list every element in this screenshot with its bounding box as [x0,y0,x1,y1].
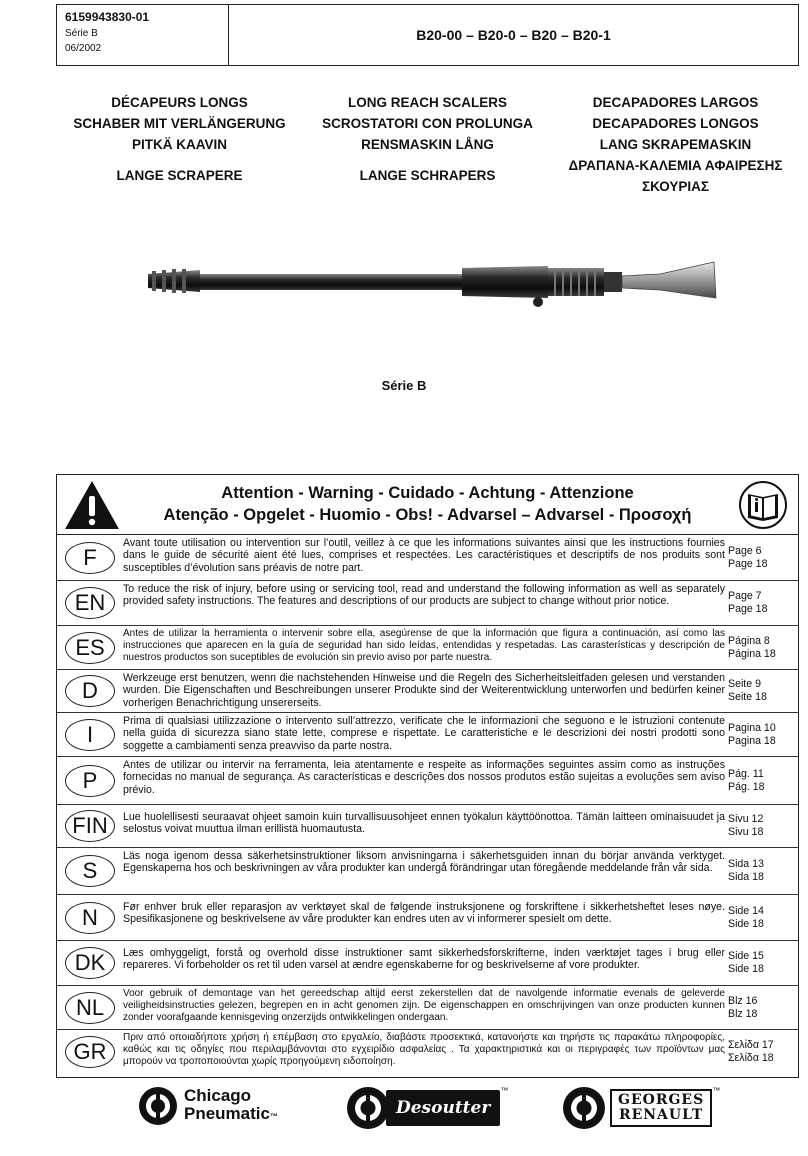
series-label: Série B [65,28,98,39]
language-row-en [57,581,798,626]
language-badge: ES [65,632,115,664]
language-badge: P [65,765,115,797]
page-ref-1: Pág. 11 [728,767,764,780]
language-row-d [57,670,798,713]
desoutter-text: Desoutter [386,1090,500,1126]
chicago-text: Chicago [184,1085,252,1105]
language-badge: F [65,542,115,574]
tool-coupling [548,268,622,296]
page-ref-2: Página 18 [728,647,776,660]
language-badge: NL [65,992,115,1024]
page-reference [728,905,790,931]
language-badge: DK [65,947,115,979]
language-row-n [57,895,798,941]
warning-box [56,474,799,1078]
page-reference [728,768,790,794]
renault-text: RENAULT [618,1107,704,1123]
tool-barrel [200,274,462,290]
title-gr-cont: ΣΚΟΥΡΙΑΣ [642,179,709,194]
header-left-cell [57,5,229,65]
language-row-f [57,535,798,581]
language-text: Avant toute utilisation ou intervention sur l’outil, veillez à ce que les informations suivantes ainsi que les instructions fournies dans le guide de sécurité aient été lues, comprises et respectées. Les caractéristiques et descriptifs de nos produits sont susceptibles d’évolution sans préavis de notre part. [123,537,725,574]
page-reference [728,545,790,571]
language-text: Antes de utilizar ou intervir na ferramenta, leia atentamente e respeite as informações seguintes assim como as instruções fornecidas no manual de segurança. As características e descrições dos nossos produtos estão sujeitas a evoluções sem aviso prévio. [123,759,725,796]
georges-text: GEORGES [618,1092,705,1108]
title-column-1 [56,92,303,186]
title-es: DECAPADORES LARGOS [592,95,759,110]
page-reference [728,722,790,748]
page-ref-2: Sida 18 [728,871,764,883]
warning-title-line1: Attention - Warning - Cuidado - Achtung - Attenzione [221,484,634,502]
document-header [56,4,799,66]
document-number: 6159943830-01 [65,10,150,24]
scaler-tool-illustration [140,250,720,322]
page-ref-1: Sivu 12 [728,813,764,825]
page-ref-1: Σελίδα 17 [728,1039,774,1051]
title-no: LANG SKRAPEMASKIN [599,137,752,152]
title-it: SCROSTATORI CON PROLUNGA [322,116,533,131]
georges-renault-text-box [610,1089,712,1127]
language-row-gr [57,1030,798,1074]
warning-triangle-icon [63,479,121,531]
pneumatic-text: Pneumatic [184,1103,270,1123]
page-ref-2: Side 18 [728,963,764,975]
page-reference [728,1039,790,1065]
title-de: SCHABER MIT VERLÄNGERUNG [73,116,286,131]
page-reference [728,950,790,976]
title-se: RENSMASKIN LÅNG [361,137,494,152]
language-row-i [57,713,798,757]
cp-emblem-icon [138,1086,178,1126]
language-text: Voor gebruik of demontage van het gereedschap altijd eerst zekerstellen dat de navolgende informatie evenals de geleverde veiligheidsinstructies gelezen, begrepen en in acht genomen zijn. De eigenschappen en omschrijvingen van onze producten kunnen zonder voorafgaande kennisgeving onzerzijds ontwikkelingen ondergaan. [123,988,725,1023]
language-text: Læs omhyggeligt, forstå og overhold disse instruktioner samt sikkerhedsforskrifterne, inden værktøjet tages i brug eller repareres. Vi forbeholder os ret til uden varsel at ændre egenskaberne for og beskrivelserne af vore produkter. [123,947,725,972]
language-badge: S [65,855,115,887]
language-badge: EN [65,587,115,619]
language-text: To reduce the risk of injury, before using or servicing tool, read and understand the following information as well as separately provided safety instructions. The features and descriptions of our products are subject to change without prior notice. [123,583,725,608]
title-nl: LANGE SCHRAPERS [359,168,496,183]
language-text: Πριν από οποιαδήποτε χρήση ή επέμβαση στο εργαλείο, διαβάστε προσεκτικά, κατανοήστε και τηρήστε τις παρακάτω πληροφορίες, καθώς και τις οδηγίες που περιλαμβάνονται στο εγχειρίδιο ασφαλείας . Τα χαρακτηριστικά και οι περιγραφές των προϊόντων μας μπορούν να τροποποιούνται χωρίς προηγούμενη ειδοποίηση. [123,1032,725,1067]
language-row-es [57,626,798,670]
trademark-symbol: ™ [500,1086,509,1095]
language-row-s [57,848,798,895]
title-gr: ΔΡΑΠΑΝΑ-ΚΑΛΕΜΙΑ ΑΦΑΙΡΕΣΗΣ [568,158,783,173]
language-text: Prima di qualsiasi utilizzazione o intervento sull’attrezzo, verificate che le informazioni che seguono e le istruzioni contenute nella guida di sicurezza siano state lette, comprese e rispettate. Le caratteristiche e le descrizioni dei nostri prodotti sono soggette a cambiamenti senza preavviso da parte nostra. [123,715,725,752]
title-column-3 [552,92,799,197]
language-row-fin [57,805,798,848]
georges-renault-logo [562,1086,720,1130]
page-reference [728,995,790,1021]
brand-logos [0,1082,808,1138]
warning-title-line2: Atenção - Opgelet - Huomio - Obs! - Advarsel – Advarsel - Προσοχή [163,506,692,524]
page-ref-1: Blz 16 [728,994,758,1007]
page-ref-1: Pagina 10 [728,721,776,734]
title-column-2 [304,92,551,186]
tool-chisel-blade [622,262,716,298]
language-row-nl [57,986,798,1030]
language-text: Werkzeuge erst benutzen, wenn die nachstehenden Hinweise und die Regeln des Sicherheitsleitfaden gelesen und verstanden wurden. Die Eigenschaften und Beschreibungen unserer Produkte sind der Weiterentwicklung unterworfen und bedürfen keiner vorherigen Benachrichtigung unsererseits. [123,672,725,709]
page-ref-2: Pagina 18 [728,734,776,747]
page-ref-1: Página 8 [728,634,770,647]
document-date: 06/2002 [65,43,102,54]
language-badge: I [65,719,115,751]
tool-ribbed-handle [148,269,200,293]
page-ref-1: Page 7 [728,590,762,602]
language-badge: N [65,902,115,934]
page-ref-2: Pág. 18 [728,780,765,793]
page-reference [728,678,790,704]
trademark-symbol: ™ [712,1086,721,1095]
title-fi: PITKÄ KAAVIN [131,137,227,152]
language-badge: D [65,675,115,707]
page-ref-1: Side 14 [728,904,764,917]
title-pt: DECAPADORES LONGOS [592,116,759,131]
page-ref-2: Σελίδα 18 [728,1052,774,1064]
page-ref-2: Seite 18 [728,691,767,703]
page-ref-2: Page 18 [728,603,768,615]
language-badge: FIN [65,810,115,842]
title-en: LONG REACH SCALERS [347,95,507,110]
trademark-symbol: ™ [269,1111,278,1121]
tool-housing [462,266,548,298]
model-list: B20-00 – B20-0 – B20 – B20-1 [416,27,611,43]
page-reference [728,590,790,616]
page-reference [728,858,790,884]
page-reference [728,635,790,661]
page-ref-1: Sida 13 [728,858,764,870]
desoutter-emblem-icon [346,1086,390,1130]
language-text: Antes de utilizar la herramienta o intervenir sobre ella, asegúrense de que la información que figura a continuación, así como las instrucciones que aparecen en la guía de seguridad han sido leídas, entendidas y respetadas. Las carasterísticas y descripción de nuestros productos son suceptibles de evolución sin previo aviso por parte nuestra. [123,628,725,663]
warning-header [57,475,798,535]
chicago-pneumatic-logo [138,1086,278,1126]
language-row-dk [57,941,798,986]
page-ref-1: Seite 9 [728,678,761,690]
language-text: Lue huolellisesti seuraavat ohjeet samoin kuin turvallisuusohjeet ennen työkalun käyttöönottoa. Tämän laitteen ominaisuudet ja selostus voivat muuttua ilman erillistä huomautusta. [123,811,725,836]
desoutter-logo [346,1086,508,1130]
title-dk: LANGE SCRAPERE [116,168,243,183]
page-ref-2: Sivu 18 [728,826,764,838]
page-ref-1: Page 6 [728,544,762,557]
manual-book-icon [738,480,788,530]
language-text: Läs noga igenom dessa säkerhetsinstruktioner liksom anvisningarna i säkerhetsguiden innan du börjar använda verktyget. Egenskaperna hos och beskrivningen av våra produkter kan undergå förändringar utan föregående meddelande från vår sida. [123,850,725,875]
language-row-p [57,757,798,805]
page-ref-2: Side 18 [728,917,764,930]
serie-caption: Série B [381,378,427,393]
page-ref-1: Side 15 [728,950,764,962]
page-reference [728,813,790,839]
page-ref-2: Page 18 [728,557,768,570]
language-badge: GR [65,1036,115,1068]
gr-emblem-icon [562,1086,606,1130]
title-fr: DÉCAPEURS LONGS [111,95,248,110]
page-ref-2: Blz 18 [728,1007,758,1020]
language-text: Før enhver bruk eller reparasjon av verktøyet skal de følgende instruksjonene og forskriftene i sikkerhetsheftet leses nøye. Spesifikasjonene og beskrivelsene av våre produkter kan endres uten av vi informerer spesielt om dette. [123,901,725,926]
language-rows [57,535,798,1074]
